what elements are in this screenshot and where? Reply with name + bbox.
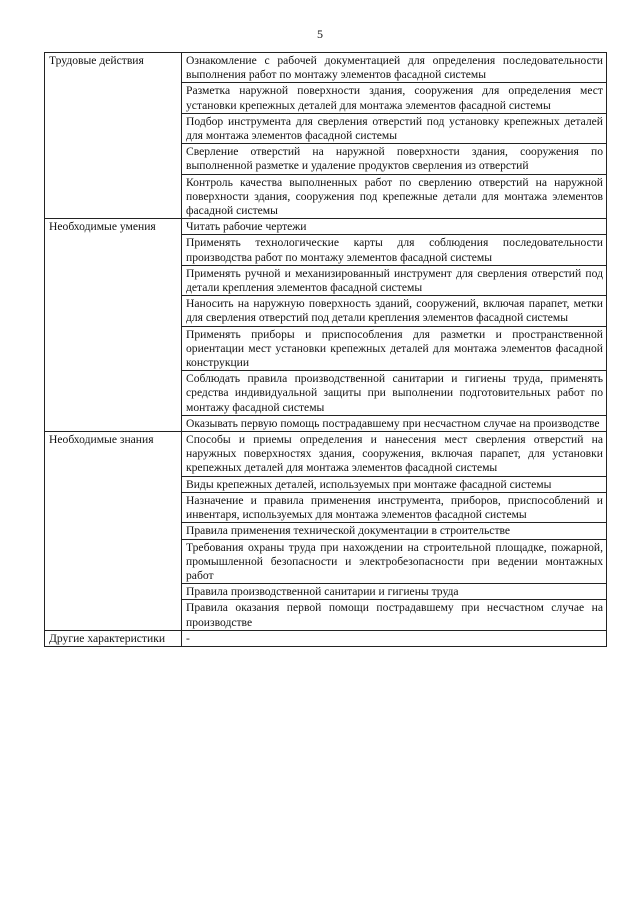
requirement-item: Сверление отверстий на наружной поверхности здания, сооружения по выполненной разметке и удаление продуктов сверления из отверстий bbox=[182, 144, 607, 174]
requirements-table-body bbox=[45, 53, 607, 647]
table-row bbox=[45, 432, 607, 477]
table-row bbox=[45, 53, 607, 83]
section-label: Трудовые действия bbox=[45, 53, 182, 219]
requirement-item: Применять ручной и механизированный инструмент для сверления отверстий под детали крепления элементов фасадной системы bbox=[182, 265, 607, 295]
requirements-table bbox=[44, 52, 607, 647]
requirement-item: Правила применения технической документации в строительстве bbox=[182, 523, 607, 539]
requirement-item: Ознакомление с рабочей документацией для определения последовательности выполнения работ по монтажу элементов фасадной системы bbox=[182, 53, 607, 83]
requirement-item: Виды крепежных деталей, используемых при монтаже фасадной системы bbox=[182, 476, 607, 492]
requirement-item: Способы и приемы определения и нанесения мест сверления отверстий на наружных поверхностях здания, сооружения, включая парапет, для установки крепежных деталей для монтажа элементов фасадной системы bbox=[182, 432, 607, 477]
requirement-item: Требования охраны труда при нахождении на строительной площадке, пожарной, промышленной безопасности и электробезопасности при ведении монтажных работ bbox=[182, 539, 607, 584]
requirement-item: Правила производственной санитарии и гигиены труда bbox=[182, 584, 607, 600]
requirement-item: Читать рабочие чертежи bbox=[182, 219, 607, 235]
requirement-item: - bbox=[182, 630, 607, 646]
requirement-item: Применять технологические карты для соблюдения последовательности производства работ по монтажу элементов фасадной системы bbox=[182, 235, 607, 265]
requirement-item: Применять приборы и приспособления для разметки и пространственной ориентации мест установки крепежных деталей для монтажа элементов фасадной конструкции bbox=[182, 326, 607, 371]
page-number: 5 bbox=[317, 27, 323, 41]
table-row bbox=[45, 219, 607, 235]
requirement-item: Наносить на наружную поверхность зданий, сооружений, включая парапет, метки для сверления отверстий под детали крепления элементов фасадной системы bbox=[182, 296, 607, 326]
table-row bbox=[45, 630, 607, 646]
requirement-item: Разметка наружной поверхности здания, сооружения для определения мест установки крепежных деталей для монтажа элементов фасадной системы bbox=[182, 83, 607, 113]
requirement-item: Оказывать первую помощь пострадавшему при несчастном случае на производстве bbox=[182, 415, 607, 431]
requirement-item: Подбор инструмента для сверления отверстий под установку крепежных деталей для монтажа элементов фасадной системы bbox=[182, 113, 607, 143]
requirement-item: Контроль качества выполненных работ по сверлению отверстий на наружной поверхности здания, сооружения под крепежные детали для монтажа элементов фасадной системы bbox=[182, 174, 607, 219]
requirement-item: Назначение и правила применения инструмента, приборов, приспособлений и инвентаря, используемых для монтажа элементов фасадной системы bbox=[182, 492, 607, 522]
requirement-item: Соблюдать правила производственной санитарии и гигиены труда, применять средства индивидуальной защиты при выполнении подготовительных работ по монтажу фасадной системы bbox=[182, 371, 607, 416]
section-label: Другие характеристики bbox=[45, 630, 182, 646]
section-label: Необходимые умения bbox=[45, 219, 182, 432]
section-label: Необходимые знания bbox=[45, 432, 182, 631]
requirement-item: Правила оказания первой помощи пострадавшему при несчастном случае на производстве bbox=[182, 600, 607, 630]
